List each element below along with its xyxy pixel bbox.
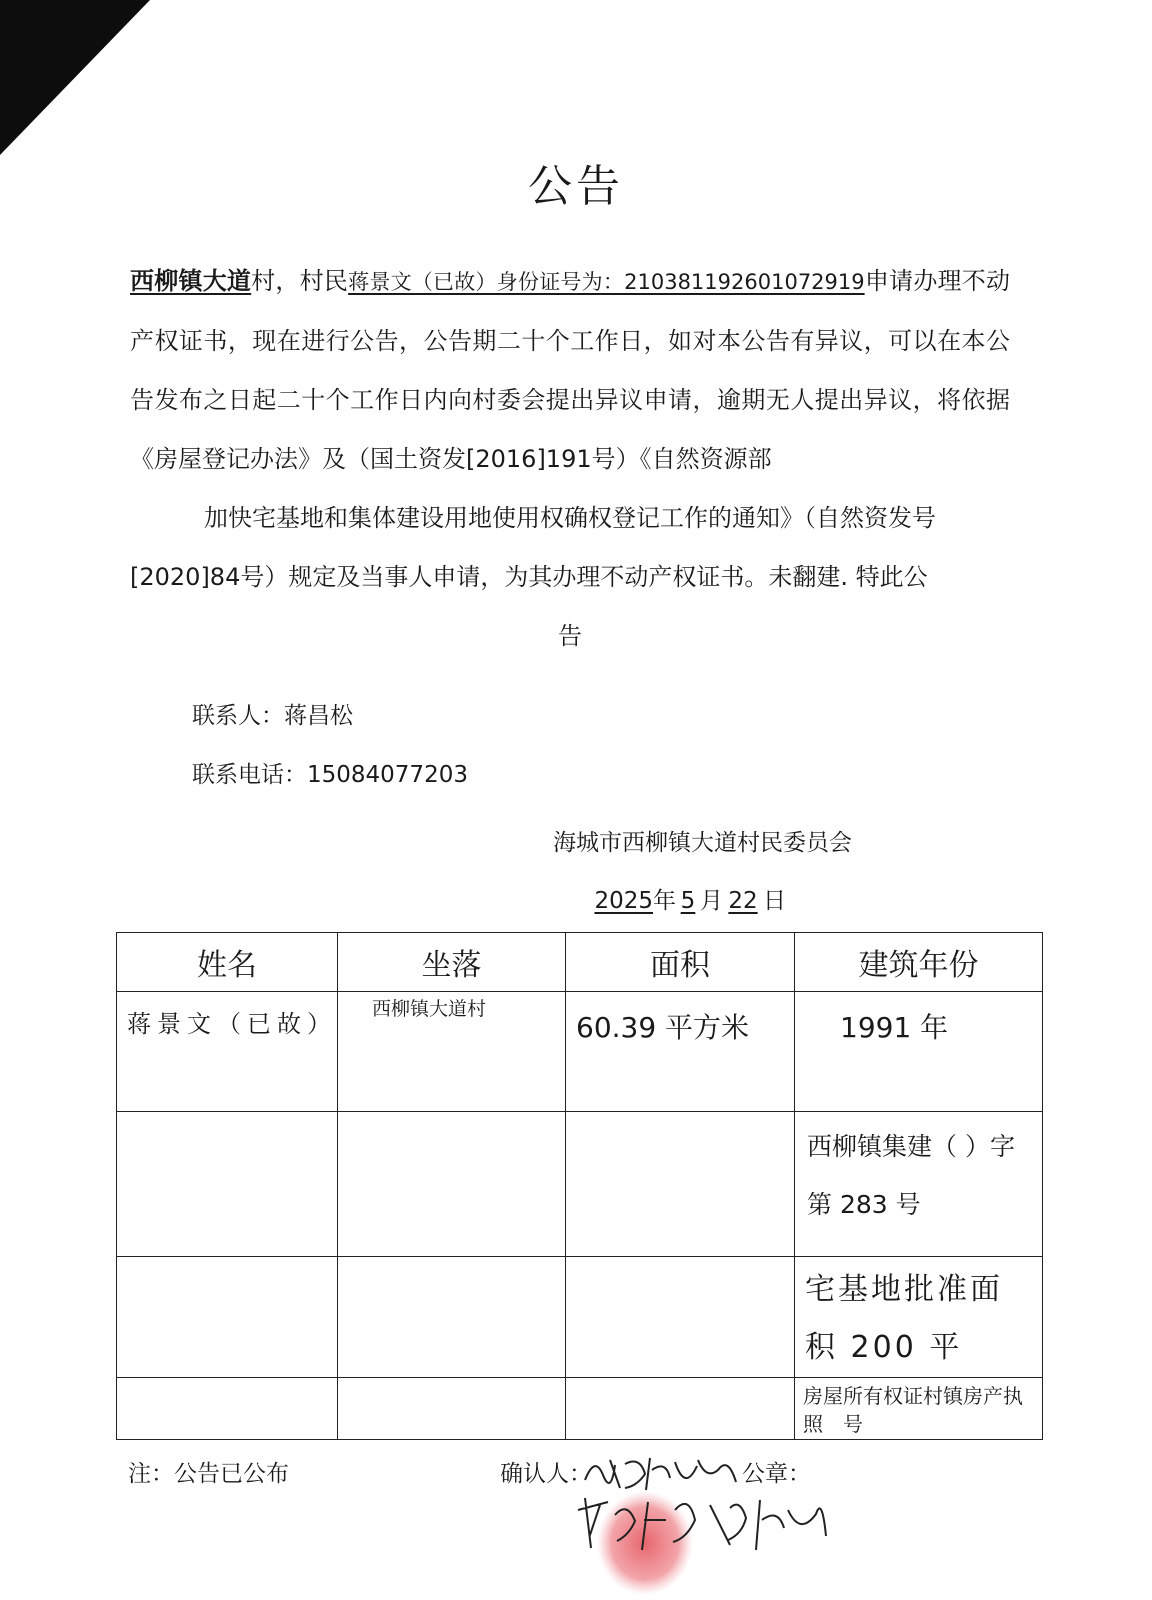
page-title: 公告 xyxy=(528,161,624,212)
cell-permit-number: 西柳镇集建（ ）字第 283 号 xyxy=(795,1112,1043,1257)
cell-area: 60.39 平方米 xyxy=(566,992,795,1112)
confirm-label: 确认人： xyxy=(500,1461,592,1487)
notice-text: 申请办理不动产权证书，现在进行公告，公告期二十个工作日，如对本公告有异议，可以在本公告发布之日起二十个工作日内向村委会提出异议申请，逾期无人提出异议，将依据《房屋登记办法》及（国土资发[2016]191号）《自然资源部 xyxy=(130,267,1011,473)
village-suffix: 村，村民 xyxy=(251,267,349,295)
contact-phone: 联系电话：15084077203 xyxy=(192,762,468,788)
date-year: 2025 xyxy=(594,888,653,914)
header-year: 建筑年份 xyxy=(795,933,1043,992)
table-row xyxy=(117,1112,1043,1257)
issuing-organization: 海城市西柳镇大道村民委员会 xyxy=(553,830,852,856)
scan-corner-shadow xyxy=(0,0,150,155)
date-day: 22 xyxy=(728,888,758,914)
table-row xyxy=(117,1257,1043,1378)
signer-signatures xyxy=(570,1490,830,1560)
cell-ownership-cert: 房屋所有权证村镇房产执照 号 xyxy=(795,1378,1043,1440)
notice-line-continued: 加快宅基地和集体建设用地使用权确权登记工作的通知》（自然资发号 xyxy=(204,504,936,532)
footer-note: 注：公告已公布 xyxy=(128,1461,289,1487)
cell-owner-name: 蒋景文（已故） xyxy=(117,992,338,1112)
contact-person: 联系人：蒋昌松 xyxy=(192,703,353,729)
table-header-row xyxy=(117,933,1043,992)
table-row xyxy=(117,1378,1043,1440)
header-name: 姓名 xyxy=(117,933,338,992)
date-month: 5 xyxy=(680,888,696,914)
applicant-id: 蒋景文（已故）身份证号为：210381192601072919 xyxy=(348,270,865,294)
notice-line-last: [2020]84号）规定及当事人申请，为其办理不动产权证书。未翻建. 特此公 xyxy=(130,563,928,591)
header-location: 坐落 xyxy=(338,933,566,992)
seal-label: 公章： xyxy=(742,1461,811,1487)
village-name: 西柳镇大道 xyxy=(130,267,252,295)
property-table xyxy=(116,932,1043,1440)
header-area: 面积 xyxy=(566,933,795,992)
cell-location: 西柳镇大道村 xyxy=(338,992,566,1112)
notice-line-end: 告 xyxy=(558,622,582,650)
cell-build-year: 1991 年 xyxy=(795,992,1043,1112)
cell-approved-area: 宅基地批准面积 200 平 xyxy=(795,1257,1043,1378)
issue-date: 2025年 5 月 22 日 xyxy=(553,882,786,915)
table-row xyxy=(117,992,1043,1112)
confirmer-signature xyxy=(580,1450,750,1495)
notice-body xyxy=(130,252,1010,666)
